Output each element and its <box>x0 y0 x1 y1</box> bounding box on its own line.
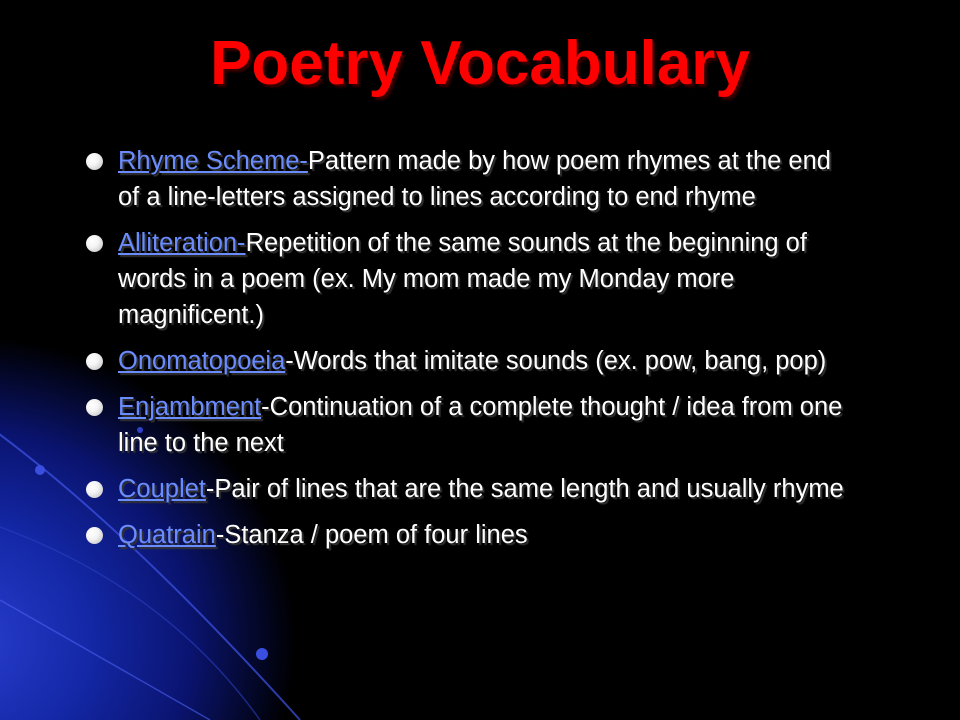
term-link-couplet[interactable]: Couplet <box>118 475 206 503</box>
list-item <box>86 471 846 507</box>
term-link-rhyme-scheme[interactable]: Rhyme Scheme- <box>118 147 308 175</box>
bullet-icon <box>86 153 103 170</box>
list-item <box>86 343 846 379</box>
decorative-dot <box>256 648 268 660</box>
list-item <box>86 389 846 461</box>
term-link-onomatopoeia[interactable]: Onomatopoeia <box>118 347 286 375</box>
vocabulary-list <box>86 143 846 563</box>
list-item <box>86 143 846 215</box>
term-link-quatrain[interactable]: Quatrain <box>118 521 216 549</box>
term-link-enjambment[interactable]: Enjambment <box>118 393 262 421</box>
term-definition: -Pair of lines that are the same length and usually rhyme <box>205 475 844 503</box>
bullet-icon <box>86 399 103 416</box>
bullet-icon <box>86 527 103 544</box>
term-definition: Repetition of the same sounds at the beginning of words in a poem (ex. My mom made my Monday more magnificent.) <box>118 229 807 329</box>
decorative-dot <box>35 465 45 475</box>
term-definition: -Continuation of a complete thought / idea from one line to the next <box>118 393 843 457</box>
decorative-line <box>0 600 210 720</box>
term-definition: -Stanza / poem of four lines <box>215 521 528 549</box>
list-item <box>86 517 846 553</box>
term-definition: -Words that imitate sounds (ex. pow, bang, pop) <box>285 347 827 375</box>
term-link-alliteration[interactable]: Alliteration- <box>118 229 246 257</box>
bullet-icon <box>86 235 103 252</box>
slide-title: Poetry Vocabulary <box>210 29 750 98</box>
bullet-icon <box>86 353 103 370</box>
list-item <box>86 225 846 333</box>
term-definition: Pattern made by how poem rhymes at the end of a line-letters assigned to lines according to end rhyme <box>118 147 831 211</box>
bullet-icon <box>86 481 103 498</box>
